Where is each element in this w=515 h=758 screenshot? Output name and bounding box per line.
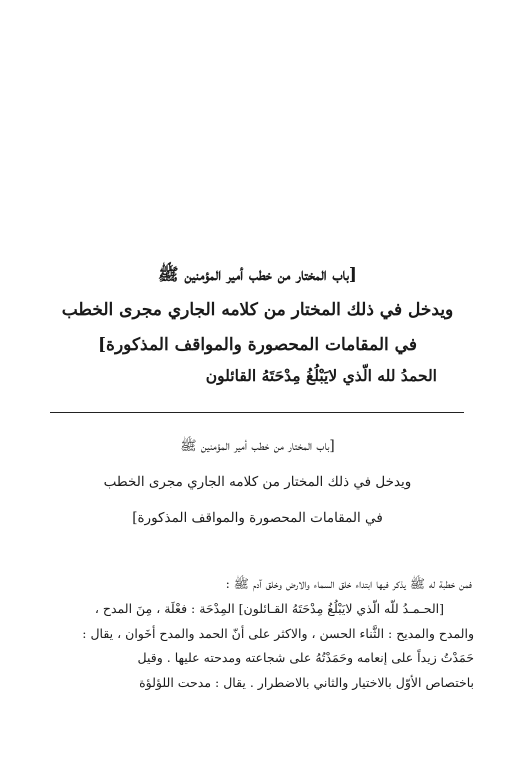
commentary-heading-line-2: ويدخل في ذلك المختار من كلامه الجاري مجرى الخطب <box>103 474 412 490</box>
chapter-heading-line-1: [باب المختار من خطب أمير المؤمنين ﷺ <box>158 265 357 285</box>
chapter-heading <box>40 258 475 363</box>
commentary-line-2: [الحـمـدُ للّه الّذي لايَبْلُغُ مِدْحَتَهُ القـائلون] المِدْحَة : فعْلَة ، مِنَ المدح ، <box>94 600 444 616</box>
commentary-line-5: باختصاص الأوّل بالاختيار والثاني بالاضطرار . يقال : مدحت اللؤلؤة <box>139 675 474 691</box>
chapter-heading-line-2: ويدخل في ذلك المختار من كلامه الجاري مجرى الخطب <box>61 300 454 320</box>
commentary-heading-line-1: [باب المختار من خطب أمير المؤمنين ﷺ <box>180 438 335 454</box>
chapter-heading-line-3: في المقامات المحصورة والمواقف المذكورة] <box>98 335 417 355</box>
divider-rule <box>50 412 464 413</box>
sermon-text: الحمدُ لله الّذي لايَبْلُغُ مِدْحَتَهُ القائلون <box>205 366 437 385</box>
commentary-line-1: فمن خطبة له ﷺ يذكر فيها ابتداء خلق السماء والارض وخلق آدم ﷺ : <box>225 576 472 591</box>
commentary-body <box>36 572 474 696</box>
commentary-heading <box>40 428 475 536</box>
commentary-line-3: والمدح والمديح : الثَّناء الحسن ، والاكثر على أنّ الحمد والمدح أخَوان ، يقال : <box>82 625 474 641</box>
commentary-heading-line-3: في المقامات المحصورة والمواقف المذكورة] <box>132 510 383 526</box>
commentary-line-4: حَمَدْتُ زيداً على إنعامه وحَمَدْتُهُ على شجاعته ومدحته عليها . وقيل <box>137 650 474 666</box>
